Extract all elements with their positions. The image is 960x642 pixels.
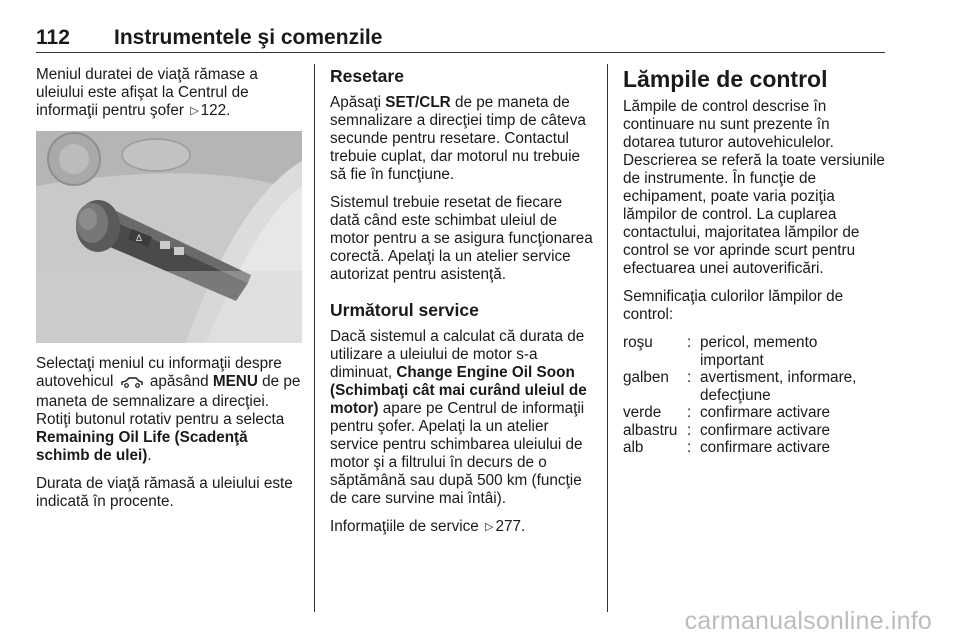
page-number: 112	[36, 26, 70, 49]
table-row	[623, 422, 885, 440]
separator: :	[687, 369, 692, 386]
page-header	[36, 22, 885, 53]
color-meaning-table	[623, 334, 885, 457]
watermark: carmanualsonline.info	[684, 607, 932, 635]
table-row	[623, 404, 885, 422]
reset-heading: Resetare	[330, 66, 404, 86]
color-name: roşu	[623, 334, 653, 351]
column-divider	[314, 64, 315, 612]
set-clr-key-label: SET/CLR	[385, 94, 451, 111]
next-service-heading: Următorul service	[330, 300, 479, 320]
page-reference-arrow-icon: ▷	[485, 521, 494, 533]
color-meaning-intro: Semnificaţia culorilor lămpilor de control:	[623, 288, 844, 323]
page-reference-arrow-icon: ▷	[190, 105, 199, 117]
table-row	[623, 334, 885, 369]
column-left	[36, 66, 302, 521]
color-name: galben	[623, 369, 669, 386]
separator: :	[687, 421, 692, 439]
color-meaning: confirmare activare	[700, 439, 831, 456]
color-name: verde	[623, 404, 662, 421]
reset-paragraph: Apăsaţi SET/CLR de pe maneta de semnalizare a direcţiei timp de câteva secunde pentru resetare. Contactul trebuie cuplat, dar motorul nu trebuie să fie în funcţiune.	[330, 94, 586, 183]
color-meaning: confirmare activare	[700, 421, 831, 439]
table-row	[623, 439, 885, 457]
control-lamps-heading: Lămpile de control	[623, 66, 828, 92]
service-info-paragraph: Informaţiile de service ▷ 277.	[330, 518, 526, 535]
reset-paragraph-2: Sistemul trebuie resetat de fiecare dată când este schimbat uleiul de motor pentru a se asigura funcţionarea corectă. Apelaţi la un atelier service autorizat pentru asistenţă.	[330, 194, 593, 283]
page-reference[interactable]: 122.	[200, 102, 231, 119]
svg-text:∆: ∆	[136, 234, 143, 244]
column-right	[623, 66, 885, 457]
intro-paragraph: Meniul duratei de viaţă rămase a uleiului este afişat la Centrul de informaţii pentru şofer ▷ 122.	[36, 66, 258, 119]
color-meaning: confirmare activare	[700, 404, 831, 421]
control-lamps-paragraph: Lămpile de control descrise în continuare nu sunt prezente în dotarea tuturor autovehiculelor. Descrierea se referă la toate versiunile de instrumente. În funcţie de echipament, poate varia poziţia lămpilor de control. La cuplarea contactului, majoritatea lămpilor de control se vor aprinde scurt pentru efectuarea unei autoverificări.	[623, 98, 885, 277]
turn-signal-lever-photo	[36, 131, 302, 343]
color-meaning: pericol, memento important	[700, 334, 818, 369]
menu-item-label: Remaining Oil Life (Scadenţă schimb de ulei)	[36, 429, 248, 464]
car-icon	[120, 375, 144, 393]
separator: :	[687, 439, 692, 456]
page-reference[interactable]: 277.	[495, 518, 526, 535]
color-meaning: avertisment, informare, defecţiune	[700, 369, 857, 404]
percent-paragraph: Durata de viaţă rămasă a uleiului este indicată în procente.	[36, 475, 293, 510]
column-middle	[330, 66, 595, 547]
table-row	[623, 369, 885, 404]
color-name: alb	[623, 439, 644, 456]
chapter-title: Instrumentele şi comenzile	[114, 26, 383, 49]
select-menu-paragraph: Selectaţi meniul cu informaţii despre autovehicul apăsând MENU de pe maneta de semnalizare a direcţiei. Rotiţi butonul rotativ pentru a selecta Remaining Oil Life (Scadenţă schimb de ulei).	[36, 355, 301, 464]
separator: :	[687, 404, 692, 421]
menu-key-label: MENU	[212, 373, 258, 390]
oil-message-label: Change Engine Oil Soon (Schimbaţi cât mai curând uleiul de motor)	[330, 364, 587, 417]
column-divider	[607, 64, 608, 612]
separator: :	[687, 334, 692, 351]
next-service-paragraph: Dacă sistemul a calculat că durata de utilizare a uleiului de motor s-a diminuat, Change Engine Oil Soon (Schimbaţi cât mai curând uleiul de motor) apare pe Centrul de informaţii pentru şofer. Apelaţi la un atelier service pentru schimbarea uleiului de motor şi a filtrului în decurs de o săptămână sau după 500 km (funcţie de care survine mai întâi).	[330, 328, 587, 507]
color-name: albastru	[623, 421, 678, 439]
